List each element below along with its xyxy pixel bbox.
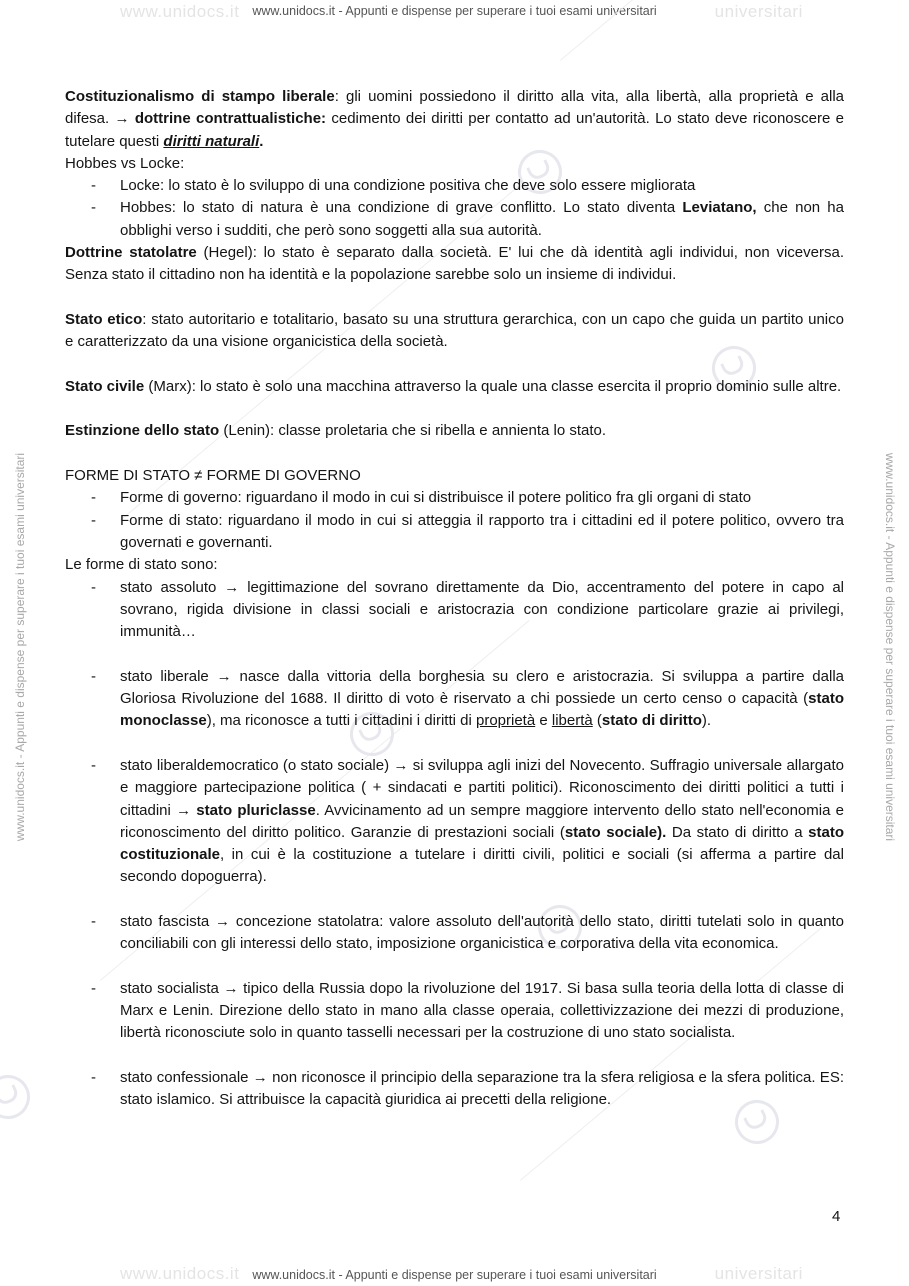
bold-term: Costituzionalismo di stampo liberale bbox=[65, 88, 335, 105]
paragraph-stato-etico bbox=[65, 309, 844, 354]
ghost-watermark-bottom: www.unidocs.it universitari bbox=[120, 1264, 803, 1283]
page-number: 4 bbox=[832, 1208, 841, 1225]
bold-term: Dottrine statolatre bbox=[65, 244, 197, 262]
text: (Lenin): classe proletaria che si ribella e annienta lo stato. bbox=[219, 422, 607, 440]
ghost-watermark-top: www.unidocs.it universitari bbox=[120, 2, 803, 21]
text: ), ma riconosce a tutti i cittadini i diritti di bbox=[206, 712, 476, 730]
heading-forme: FORME DI STATO ≠ FORME DI GOVERNO bbox=[65, 467, 361, 485]
paragraph-estinzione bbox=[65, 420, 844, 442]
paragraph-costituzionalismo bbox=[65, 86, 844, 153]
list-item-locke: - Locke: lo stato è lo sviluppo di una condizione positiva che deve solo essere migliorata bbox=[65, 175, 844, 197]
bold-term: stato sociale). bbox=[564, 823, 667, 841]
bold-term: Stato civile bbox=[65, 377, 145, 395]
footer-watermark: www.unidocs.it - Appunti e dispense per superare i tuoi esami universitari bbox=[252, 1268, 657, 1282]
text: . bbox=[259, 132, 264, 150]
text: : stato autoritario e totalitario, basato su una struttura gerarchica, con un capo che guida un partito unico e caratterizzato da una visione organicistica della società. bbox=[65, 310, 844, 351]
unidocs-logo-icon bbox=[0, 1068, 37, 1126]
list-item-stato-liberaldemocratico bbox=[65, 755, 844, 889]
bold-term: stato pluriclasse bbox=[196, 801, 316, 819]
text: e bbox=[535, 712, 552, 730]
text: (Hegel): lo stato è separato dalla società. E' lui che dà identità agli individui, non viceversa. Senza stato il cittadino non ha identità e la popolazione sarebbe solo un insieme di individui. bbox=[65, 244, 844, 284]
bold-term: dottrine contrattualistiche: bbox=[134, 110, 327, 128]
side-watermark-right: www.unidocs.it - Appunti e dispense per superare i tuoi esami universitari bbox=[883, 452, 897, 842]
text: stato liberale → nasce dalla vittoria della borghesia su clero e aristocrazia. Si sviluppa a partire dalla Gloriosa Rivoluzione del 1688. Il diritto di voto è riservato a chi possiede un certo censo o capacità ( bbox=[120, 667, 844, 708]
bold-term: stato di diritto bbox=[601, 712, 702, 730]
list-item-hobbes bbox=[65, 197, 844, 242]
text: ). bbox=[701, 712, 712, 730]
underlined-term: diritti naturali bbox=[163, 132, 260, 150]
text: cedimento dei diritti per contatto ad un'autorità. Lo stato deve riconoscere e tutelare questi bbox=[65, 110, 845, 150]
underlined-term: libertà bbox=[551, 712, 593, 730]
paragraph-statolatre bbox=[65, 242, 844, 287]
side-watermark-left: www.unidocs.it - Appunti e dispense per superare i tuoi esami universitari bbox=[13, 452, 27, 842]
list-item-forme-governo: - Forme di governo: riguardano il modo in cui si distribuisce il potere politico fra gli organi di stato bbox=[65, 487, 844, 509]
list-item-stato-assoluto: - stato assoluto → legittimazione del sovrano direttamente da Dio, accentramento del potere in capo al sovrano, rigida divisione in classi sociali e aristocrazia con condizione particolare grazie ai privilegi, immunità… bbox=[65, 577, 844, 644]
text: , in cui è la costituzione a tutelare i diritti civili, politici e sociali (si afferma a partire dal secondo dopoguerra). bbox=[120, 846, 844, 886]
list-item-stato-confessionale: - stato confessionale → non riconosce il principio della separazione tra la sfera religiosa e la sfera politica. ES: stato islamico. Si attribuisce la capacità giuridica ai precetti della religione. bbox=[65, 1067, 844, 1112]
list-hobbes-locke bbox=[65, 175, 844, 242]
text: che non ha obblighi verso i sudditi, che però sono soggetti alla sua autorità. bbox=[120, 199, 844, 239]
list-item-stato-socialista: - stato socialista → tipico della Russia dopo la rivoluzione del 1917. Si basa sulla teoria della lotta di classe di Marx e Lenin. Direzione dello stato in mano alla classe operaia, collettivizzazione dei mezzi di produzione, libertà riconosciute solo in quanto tasselli necessari per la costruzione di uno stato socialista. bbox=[65, 978, 844, 1045]
header-watermark: www.unidocs.it - Appunti e dispense per superare i tuoi esami universitari bbox=[252, 4, 657, 18]
bold-term: Leviatano, bbox=[682, 199, 757, 217]
bold-term: stato monoclasse bbox=[120, 690, 844, 730]
list-item-forme-stato: - Forme di stato: riguardano il modo in cui si atteggia il rapporto tra i cittadini ed il potere politico, ovvero tra governati e governanti. bbox=[65, 510, 844, 555]
text: . Avvicinamento ad un sempre maggiore intervento dello stato nell'economia e riconoscimento del diritto politico. Garanzie di prestazioni sociali ( bbox=[120, 801, 844, 841]
text: (Marx): lo stato è solo una macchina attraverso la quale una classe esercita il proprio dominio sulle altre. bbox=[144, 377, 842, 395]
list-forme bbox=[65, 487, 844, 554]
bold-term: stato costituzionale bbox=[120, 823, 844, 864]
bold-term: Stato etico bbox=[65, 310, 143, 328]
document-body bbox=[65, 86, 844, 1112]
bold-term: Estinzione dello stato bbox=[65, 422, 220, 440]
list-forme-di-stato bbox=[65, 577, 844, 1112]
text: Da stato di diritto a bbox=[666, 823, 809, 841]
list-item-stato-liberale bbox=[65, 666, 844, 733]
paragraph-stato-civile bbox=[65, 376, 844, 398]
list-item-stato-fascista: - stato fascista → concezione statolatra: valore assoluto dell'autorità dello stato, diritti tutelati solo in quanto conciliabili con gli interessi dello stato, imposizione organicistica e corporativa della vita economica. bbox=[65, 911, 844, 956]
forme-intro: Le forme di stato sono: bbox=[65, 556, 218, 574]
underlined-term: proprietà bbox=[475, 712, 536, 730]
heading-hobbes-locke: Hobbes vs Locke: bbox=[65, 154, 185, 172]
text: : gli uomini possiedono il diritto alla vita, alla libertà, alla proprietà e alla difesa. → bbox=[65, 88, 845, 128]
text: stato liberaldemocratico (o stato sociale) → si sviluppa agli inizi del Novecento. Suffragio universale allargato e maggiore partecipazione politica ( + sindacati e partiti politici). Riconoscimento dei diritti politici a tutti i cittadini → bbox=[120, 756, 844, 819]
text: Hobbes: lo stato di natura è una condizione di grave conflitto. Lo stato diventa bbox=[120, 199, 683, 217]
text: ( bbox=[592, 712, 602, 730]
